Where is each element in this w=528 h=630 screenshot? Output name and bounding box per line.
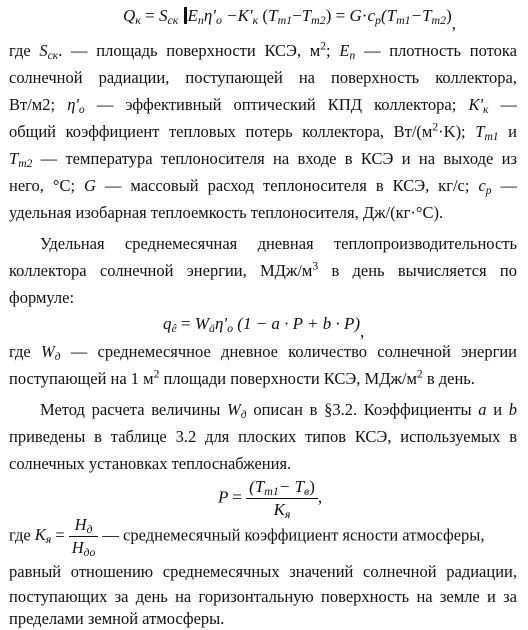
- p3-per-day: в день.: [426, 369, 475, 388]
- formula3-p: P: [218, 487, 229, 507]
- formula1-k: −K': [226, 6, 253, 25]
- p5-fraction: [69, 514, 99, 559]
- p1-eta-symbol: η': [67, 95, 79, 114]
- p1-k-unit: ·K);: [438, 122, 466, 141]
- p5-line4: пределами земной атмосферы.: [9, 609, 225, 628]
- p2-sup: 3: [312, 260, 319, 273]
- formula1-paren-open: (: [262, 6, 269, 25]
- p1-eta-desc: — эффективный оптический КПД коллектора;: [96, 95, 457, 114]
- p1-where: где: [9, 41, 31, 60]
- p1-e-desc: — плотность потока: [363, 41, 518, 60]
- formula1-lhs-sub: к: [135, 12, 141, 27]
- formula3-num-sub2: в: [304, 483, 310, 498]
- p3-line1: [9, 341, 517, 363]
- formula1-e: E: [187, 6, 198, 25]
- p1-t-unit: него, °C;: [9, 176, 76, 195]
- formula2-q-sub: ê: [171, 320, 177, 335]
- formula1-paren-close: ): [325, 6, 332, 25]
- formula1-t1-sub: т1: [277, 12, 293, 27]
- p5-where: где: [9, 525, 31, 545]
- p1-t2-symbol: T: [9, 149, 19, 168]
- p5-num-h: H: [74, 515, 87, 534]
- formula1-eta: η': [203, 6, 216, 25]
- p5-line3: поступающих за день на горизонтальную поверхность на земле и за: [9, 587, 517, 606]
- p5-numerator: [69, 514, 99, 537]
- formula1-eta-sub: о: [215, 12, 222, 27]
- p1-c-symbol: c: [478, 176, 486, 195]
- formula1-dot: ·: [361, 6, 368, 25]
- formula1-g: G: [349, 6, 362, 25]
- p3-w-symbol: W: [40, 342, 55, 361]
- p1-k-desc: общий коэффициент тепловых потерь коллектора, Вт/(м: [9, 122, 433, 141]
- formula1-k-sub: к: [252, 12, 259, 27]
- formula3-num-end: ): [309, 477, 315, 496]
- p5-k-symbol: K: [34, 525, 46, 545]
- formula-specific-output: [163, 312, 365, 341]
- formula1-tail-sub1: т1: [396, 12, 411, 27]
- p5-line2: равный отношению среднемесячных значений солнечной радиации,: [9, 562, 517, 581]
- p3-unit: площади поверхности КСЭ, МДж/м: [163, 369, 417, 388]
- p3-area: поступающей на 1 м: [9, 369, 154, 388]
- formula2-w: W: [194, 314, 210, 333]
- p2-tail: в день вычисляется по: [331, 261, 517, 280]
- p5-num-sub: д: [86, 523, 93, 536]
- p1-line6: [9, 175, 517, 197]
- p1-t-desc: — температура теплоносителя на входе в КСЭ и на выходе из: [40, 149, 518, 168]
- p1-g-symbol: G: [84, 176, 96, 195]
- formula1-c-sub: p: [374, 12, 381, 27]
- formula1-tail: (T: [380, 6, 397, 25]
- formula1-t1: T: [268, 6, 278, 25]
- p4-line2: приведены в таблице 3.2 для плоских типов КСЭ, используемых в: [9, 427, 517, 446]
- p1-line1: [9, 40, 517, 62]
- formula2-body: (1 − a · P + b · P): [237, 314, 361, 333]
- p1-eta-sub: о: [78, 103, 85, 116]
- p2-line3: формуле:: [9, 288, 75, 307]
- p3-sup2: 2: [416, 368, 423, 381]
- formula1-c: c: [367, 6, 375, 25]
- p5-line1: [9, 514, 517, 559]
- p1-line5: [9, 148, 517, 170]
- p5-k-sub: я: [45, 534, 52, 547]
- p1-dash2: —: [500, 176, 518, 195]
- formula1-comma: ,: [451, 14, 457, 33]
- p1-k-symbol: K': [468, 95, 483, 114]
- p5-eq: =: [55, 525, 65, 545]
- p4-w-sub: д: [240, 408, 247, 421]
- p1-units: Вт/м2;: [9, 95, 56, 114]
- p4-line3: солнечных установках теплоснабжения.: [9, 454, 292, 473]
- p2-unit: коллектора солнечной энергии, МДж/м: [9, 261, 313, 280]
- p1-g-desc: — массовый расход теплоносителя в КСЭ, кг/с;: [104, 176, 470, 195]
- p1-s-symbol: S: [39, 41, 48, 60]
- formula1-bracket-mark: [184, 7, 187, 24]
- formula-heat-balance: [123, 4, 457, 33]
- p2-line2: [9, 260, 517, 282]
- p1-s-sub: ск: [47, 49, 59, 62]
- p1-sup: 2: [320, 40, 327, 53]
- formula3-num-mid: − T: [278, 477, 305, 496]
- formula1-lhs: Q: [123, 6, 136, 25]
- p1-k-sub: к: [482, 103, 489, 116]
- p5-den-sub: до: [83, 546, 96, 559]
- formula3-eq: =: [232, 487, 242, 507]
- p4-w-symbol: W: [227, 400, 241, 419]
- formula1-s: S: [158, 6, 168, 25]
- p2-line1: Удельная среднемесячная дневная теплопроизводительность: [40, 234, 517, 253]
- formula3-numerator: [246, 476, 318, 499]
- formula1-eq2: =: [335, 6, 346, 25]
- formula1-e-sub: п: [197, 12, 204, 27]
- formula3-den-k: K: [273, 500, 285, 519]
- p1-dash: —: [500, 95, 518, 114]
- formula1-eq: =: [145, 6, 155, 25]
- p5-denominator: [69, 537, 99, 559]
- formula3-den-sub: я: [284, 506, 291, 521]
- p1-and: и: [508, 122, 517, 141]
- formula2-comma: ,: [360, 322, 365, 341]
- p4-described: описан в §3.2. Коэффициенты: [253, 400, 472, 419]
- p4-method: Метод расчета величины: [40, 400, 221, 419]
- formula3-num-t1: (T: [249, 477, 265, 496]
- p1-line7: удельная изобарная теплоемкость теплоносителя, Дж/(кг·°C).: [9, 203, 444, 222]
- p1-s-desc: . — площадь поверхности КСЭ, м: [58, 41, 321, 60]
- p3-where: где: [9, 342, 31, 361]
- formula2-q: q: [163, 314, 172, 333]
- p1-t1-sub: т1: [484, 130, 499, 143]
- p1-c-sub: p: [485, 184, 492, 197]
- formula1-t2: T: [301, 6, 312, 25]
- p3-sup1: 2: [153, 368, 160, 381]
- formula1-tail-mid: −T: [410, 6, 432, 25]
- p5-k-desc: — среднемесячный коэффициент ясности атмосферы,: [102, 525, 485, 545]
- p4-line1: [40, 399, 517, 421]
- p1-line3: [9, 94, 517, 116]
- formula1-tail-end: ): [446, 6, 452, 25]
- p4-b-symbol: b: [508, 400, 518, 419]
- formula2-eta: η': [215, 314, 228, 333]
- p4-a-symbol: a: [478, 400, 487, 419]
- p1-semicolon: ;: [326, 41, 331, 60]
- formula1-minus: −: [292, 6, 302, 25]
- p1-t1-symbol: T: [475, 122, 485, 141]
- formula1-tail-sub2: т2: [431, 12, 447, 27]
- p3-line2: [9, 368, 517, 390]
- p3-w-sub: д: [54, 350, 61, 363]
- p3-w-desc: — среднемесячное дневное количество солнечной энергии: [70, 342, 518, 361]
- formula3-comma: ,: [317, 487, 323, 507]
- formula3-num-sub1: т1: [264, 483, 279, 498]
- p1-line4: [9, 121, 517, 143]
- formula2-w-sub: ä: [209, 320, 215, 335]
- formula2-eta-sub: о: [227, 320, 234, 335]
- p1-line2: солнечной радиации, поступающей на поверхность коллектора,: [9, 68, 517, 87]
- p1-t2-sub: т2: [18, 157, 33, 170]
- p1-e-symbol: E: [339, 41, 350, 60]
- p5-den-h: H: [71, 538, 84, 557]
- formula2-eq: =: [181, 314, 191, 333]
- formula1-s-sub: ск: [167, 12, 179, 27]
- formula1-t2-sub: т2: [311, 12, 326, 27]
- p1-e-sub: п: [349, 49, 356, 62]
- p4-and: и: [493, 400, 503, 419]
- p1-k-sup: 2: [432, 121, 439, 134]
